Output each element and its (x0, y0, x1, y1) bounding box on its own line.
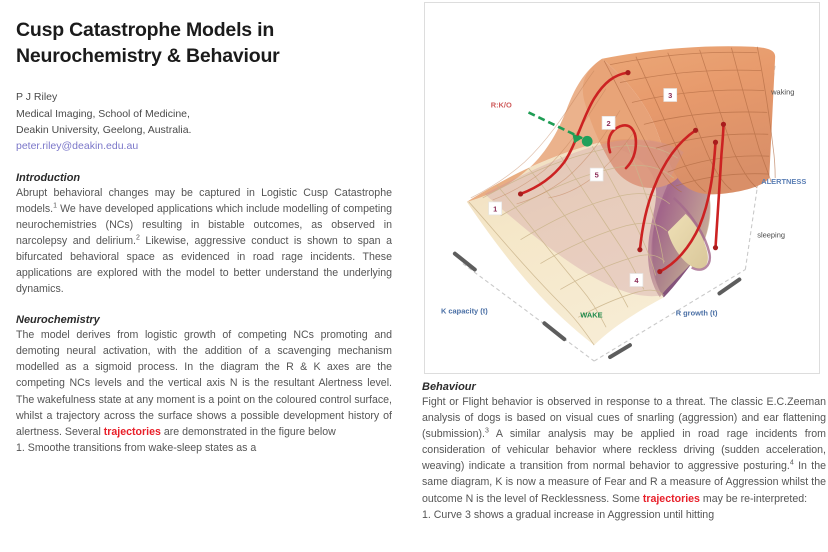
section-heading-neurochemistry: Neurochemistry (16, 314, 100, 327)
right-column (420, 0, 828, 552)
affiliation-line-1: Medical Imaging, School of Medicine, (16, 107, 190, 120)
figure-vertical-top-label: waking (771, 87, 795, 97)
intro-text-2: We have developed applications which include modelling of competing neurochemistries (NCs) resulting in bistable outcomes, as observed in narcolepsy and delirium. (16, 202, 392, 247)
intro-text-1: Abrupt behavioral changes may be captured in Logistic Cusp Catastrophe models. (16, 186, 392, 215)
behaviour-text-3: In the same diagram, K is now a measure of Fear and R a measure of Aggression whilst the outcome N is the level of Recklessness. Some (422, 460, 826, 505)
introduction-paragraph (16, 185, 392, 298)
trajectory-marker-3 (664, 89, 677, 102)
behaviour-ref-3: 3 (485, 427, 489, 435)
trajectory-marker-2 (602, 116, 615, 129)
behaviour-paragraph (422, 394, 826, 507)
neurochemistry-paragraph (16, 327, 392, 440)
behaviour-section (422, 381, 826, 552)
behaviour-text-4: may be re-interpreted: (699, 492, 808, 505)
section-heading-introduction: Introduction (16, 171, 81, 184)
title-line-2: Neurochemistry & Behaviour (16, 44, 280, 67)
figure-green-marker-label: R:K/O (490, 100, 512, 110)
figure-green-base-label: WAKE (580, 310, 603, 320)
trajectory-marker-4 (630, 274, 643, 287)
author-name: P J Riley (16, 91, 58, 104)
trajectory-marker-1-label: 1 (493, 204, 498, 214)
author-email-link[interactable]: peter.riley@deakin.edu.au (16, 140, 139, 153)
trajectory-marker-5 (590, 168, 603, 181)
figure-axis-left-label: K capacity (t) (440, 306, 488, 316)
trajectory-marker-4-label: 4 (634, 276, 639, 286)
trajectory-marker-3-label: 3 (668, 91, 673, 101)
figure-vertical-bottom-label: sleeping (757, 230, 785, 240)
neuro-text-2: are demonstrated in the figure below (160, 425, 336, 438)
behaviour-highlight-trajectories: trajectories (642, 492, 700, 505)
intro-ref-2: 2 (136, 234, 140, 242)
trajectory-marker-5-label: 5 (594, 170, 599, 180)
green-state-dot (582, 136, 593, 147)
trajectory-marker-1 (489, 202, 502, 215)
behaviour-text-2: A similar analysis may be applied in road rage incidents from consideration of vehicular behavior where reckless driving (sudden acceleration, weaving) indicate a transition from normal behavior to aggressive posturing. (422, 428, 826, 473)
behaviour-ref-4: 4 (789, 459, 794, 467)
neurochemistry-list-item-1: 1. Smoothe transitions from wake-sleep states as a (16, 441, 257, 454)
author-block (16, 89, 392, 154)
cusp-catastrophe-figure (425, 3, 819, 373)
neuro-highlight-trajectories: trajectories (103, 425, 161, 438)
section-heading-behaviour: Behaviour (422, 381, 476, 393)
title-line-1: Cusp Catastrophe Models in (16, 19, 275, 41)
page-title (16, 18, 392, 69)
intro-ref-1: 1 (53, 202, 57, 210)
behaviour-list-item-1: 1. Curve 3 shows a gradual increase in Aggression until hitting (422, 508, 715, 521)
affiliation-line-2: Deakin University, Geelong, Australia. (16, 124, 192, 136)
figure-axis-right-label: R growth (t) (675, 308, 718, 318)
trajectory-marker-2-label: 2 (606, 118, 611, 128)
neuro-text-1: The model derives from logistic growth of competing NCs promoting and demoting neural activation, with the addition of a scavenging mechanism modelled as a sigmoid process. In the diagram the R & K axes are the competing NCs levels and the vertical axis N is the resultant Alertness level. The wakefulness state at any moment is a point on the coloured control surface, whilst a trajectory across the surface shows a possible development history of alertness. Several (16, 329, 392, 438)
intro-text-3: Likewise, aggressive conduct is shown to span a bifurcated behavioral space as evidenced in road rage incidents. These applications are explored with the model to better understand the underlying dynamics. (16, 234, 392, 296)
figure-container (424, 2, 820, 374)
figure-vertical-axis-label: ALERTNESS (761, 177, 807, 187)
behaviour-text-1: Fight or Flight behavior is observed in response to a threat. The classic E.C.Zeeman analysis of dogs is based on visual cues of snarling (aggression) and ear flattening (submission). (422, 396, 826, 441)
